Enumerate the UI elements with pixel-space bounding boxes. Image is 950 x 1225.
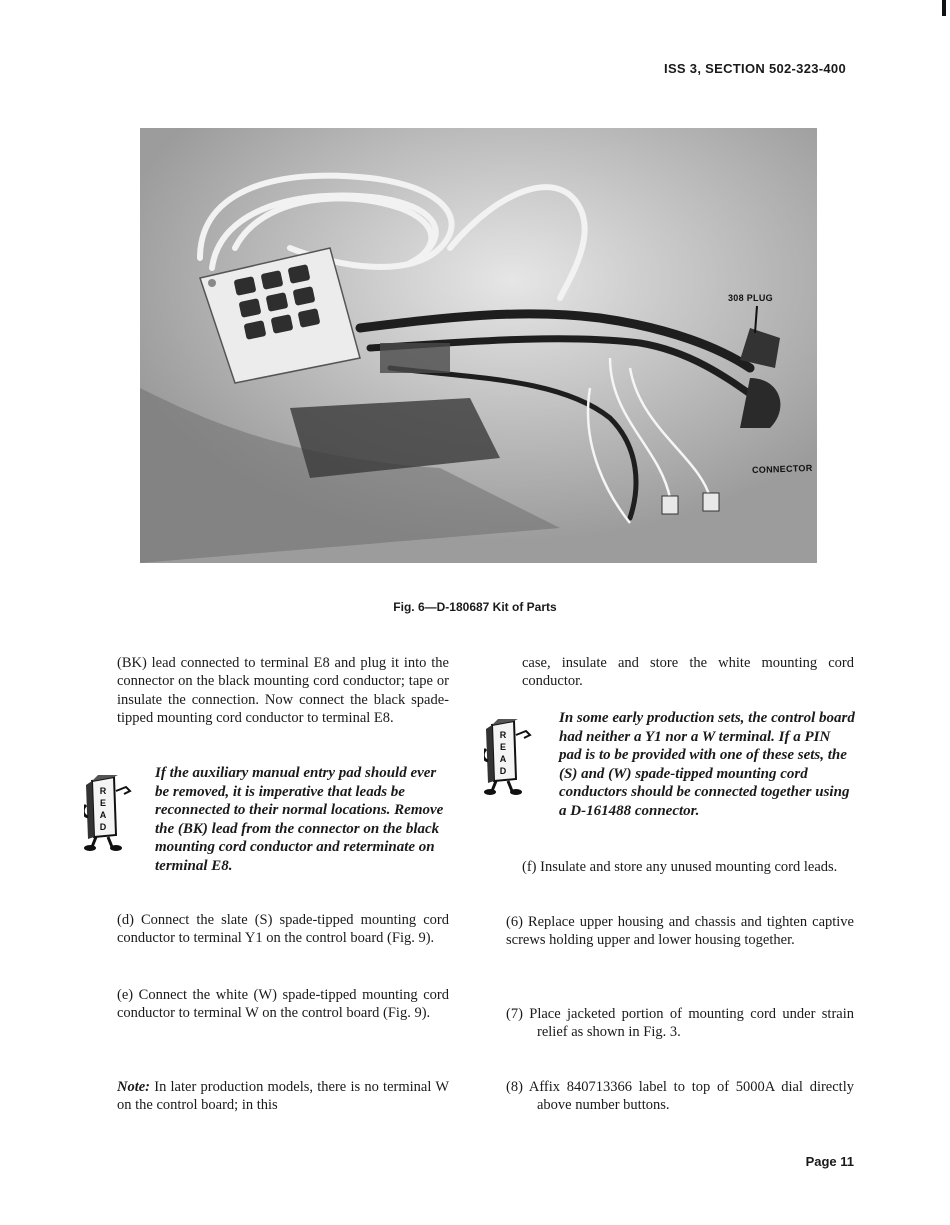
read-mascot-icon xyxy=(84,775,132,851)
svg-text:E: E xyxy=(99,798,107,808)
svg-text:D: D xyxy=(499,766,507,776)
svg-text:R: R xyxy=(99,786,107,796)
connector-label: CONNECTOR xyxy=(751,462,813,476)
step-f-text: (f) Insulate and store any unused mounting cord leads. xyxy=(522,859,838,875)
step-7 xyxy=(506,1005,854,1042)
step-6-text: (6) Replace upper housing and chassis and tighten captive screws holding upper and lower housing together. xyxy=(506,914,854,949)
right-paragraph-1-text: case, insulate and store the white mounting cord conductor. xyxy=(522,655,854,690)
svg-text:A: A xyxy=(499,754,507,764)
right-warning: In some early production sets, the control board had neither a Y1 nor a W terminal. If a PIN pad is to be provided with one of these sets, the (S) and (W) spade-tipped mounting cord conductors should be connected together using a D-161488 connector. xyxy=(559,710,855,819)
note-paragraph xyxy=(117,1078,449,1115)
read-mascot-icon-right xyxy=(484,719,532,795)
note xyxy=(117,1078,449,1115)
note-text: In later production models, there is no terminal W on the control board; in this xyxy=(117,1079,449,1114)
step-6 xyxy=(506,913,854,950)
step-e-text: (e) Connect the white (W) spade-tipped mounting cord conductor to terminal W on the control board (Fig. 9). xyxy=(117,987,449,1022)
step-8 xyxy=(506,1078,854,1115)
photo-illustration xyxy=(140,128,817,563)
plug-label: 308 PLUG xyxy=(728,293,773,303)
step-e xyxy=(117,986,449,1023)
left-paragraph-1 xyxy=(117,654,449,727)
svg-text:D: D xyxy=(99,822,107,832)
figure-caption: Fig. 6—D-180687 Kit of Parts xyxy=(393,600,557,614)
left-paragraph-1-text: (BK) lead connected to terminal E8 and plug it into the connector on the black mounting cord conductor; tape or insulate the connection. Now connect the black spade-tipped mounting cord conductor to terminal E8. xyxy=(117,655,449,726)
svg-text:E: E xyxy=(499,742,507,752)
svg-text:R: R xyxy=(499,730,507,740)
svg-text:A: A xyxy=(99,810,107,820)
step-f xyxy=(522,858,854,876)
step-8-text: (8) Affix 840713366 label to top of 5000A dial directly above number buttons. xyxy=(506,1079,854,1114)
page-edge-mark xyxy=(942,0,946,16)
step-d-text: (d) Connect the slate (S) spade-tipped mounting cord conductor to terminal Y1 on the control board (Fig. 9). xyxy=(117,912,449,947)
section-header: ISS 3, SECTION 502-323-400 xyxy=(664,61,846,76)
left-warning: If the auxiliary manual entry pad should ever be removed, it is imperative that leads be reconnected to their normal locations. Remove the (BK) lead from the connector on the black mounting cord conductor and reterminate on terminal E8. xyxy=(155,765,444,874)
note-label: Note: xyxy=(117,1079,151,1095)
right-paragraph-1 xyxy=(522,654,854,691)
step-d xyxy=(117,911,449,948)
page-number: Page 11 xyxy=(805,1154,854,1169)
kit-of-parts-photo xyxy=(140,128,817,563)
step-7-text: (7) Place jacketed portion of mounting cord under strain relief as shown in Fig. 3. xyxy=(506,1006,854,1041)
